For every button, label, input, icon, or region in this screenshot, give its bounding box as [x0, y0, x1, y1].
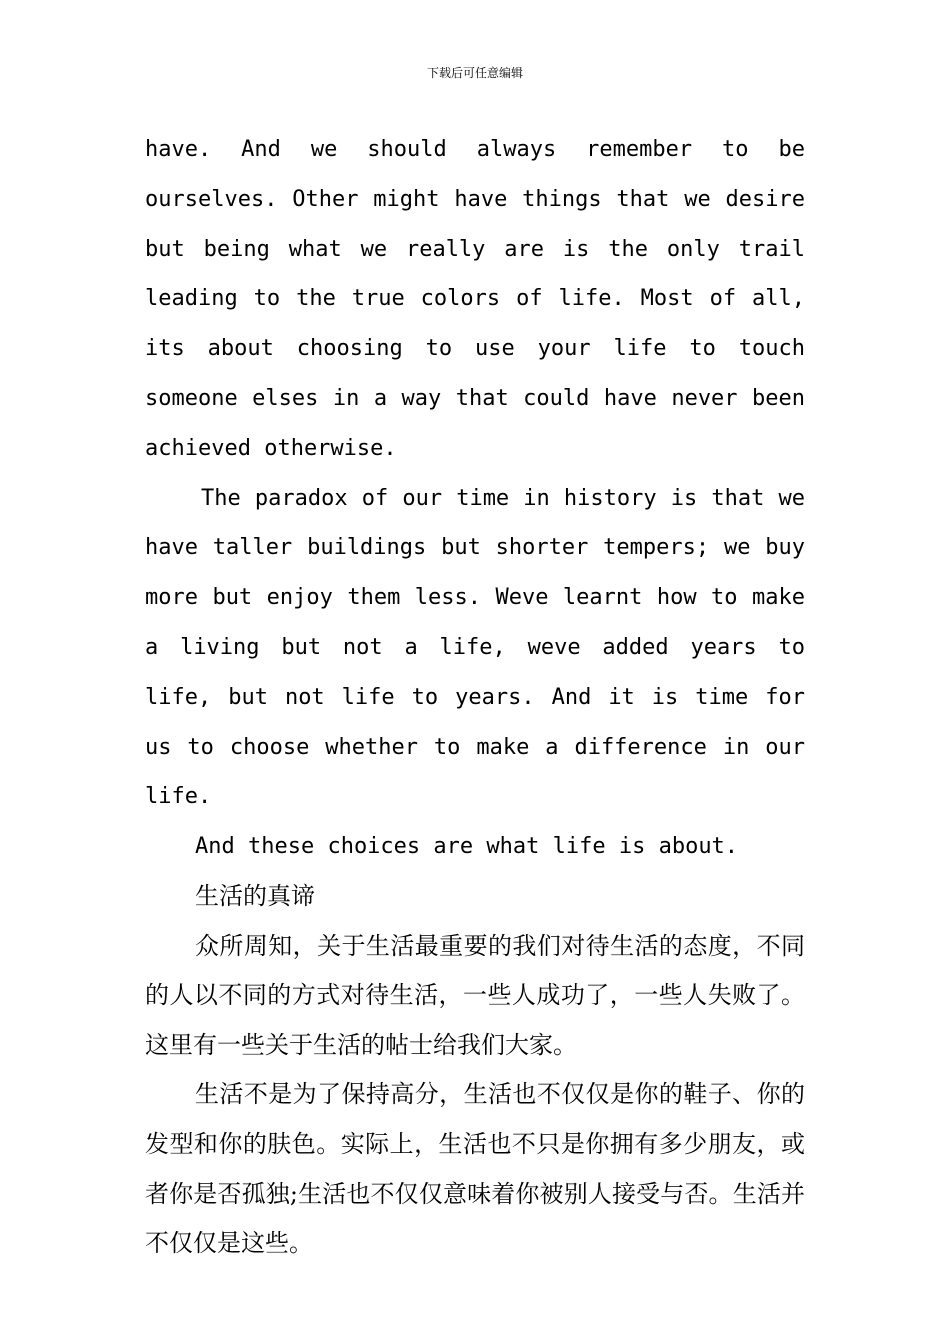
document-body [145, 125, 805, 1269]
chinese-title: 生活的真谛 [195, 881, 315, 910]
page-header-note: 下载后可任意编辑 [426, 66, 523, 80]
paragraph-choices: And these choices are what life is about. [195, 834, 739, 860]
paragraph-paradox: The paradox of our time in history is that we have taller buildings but shorter tempers; we buy more but enjoy them less. Weve learnt how to make a living but not a life, weve added years to life, but not life to years. And it is time for us to choose whether to make a difference in our life. [145, 485, 805, 810]
chinese-paragraph-1: 众所周知，关于生活最重要的我们对待生活的态度，不同的人以不同的方式对待生活，一些人成功了，一些人失败了。这里有一些关于生活的帖士给我们大家。 [145, 931, 805, 1059]
chinese-paragraph-2: 生活不是为了保持高分，生活也不仅仅是你的鞋子、你的发型和你的肤色。实际上，生活也不只是你拥有多少朋友，或者你是否孤独;生活也不仅仅意味着你被别人接受与否。生活并不仅仅是这些。 [145, 1080, 805, 1258]
paragraph-continued: have. And we should always remember to be ourselves. Other might have things that we desire but being what we really are is the only trail leading to the true colors of life. Most of all, its about choosing to use your life to touch someone elses in a way that could have never been achieved otherwise. [145, 137, 805, 461]
